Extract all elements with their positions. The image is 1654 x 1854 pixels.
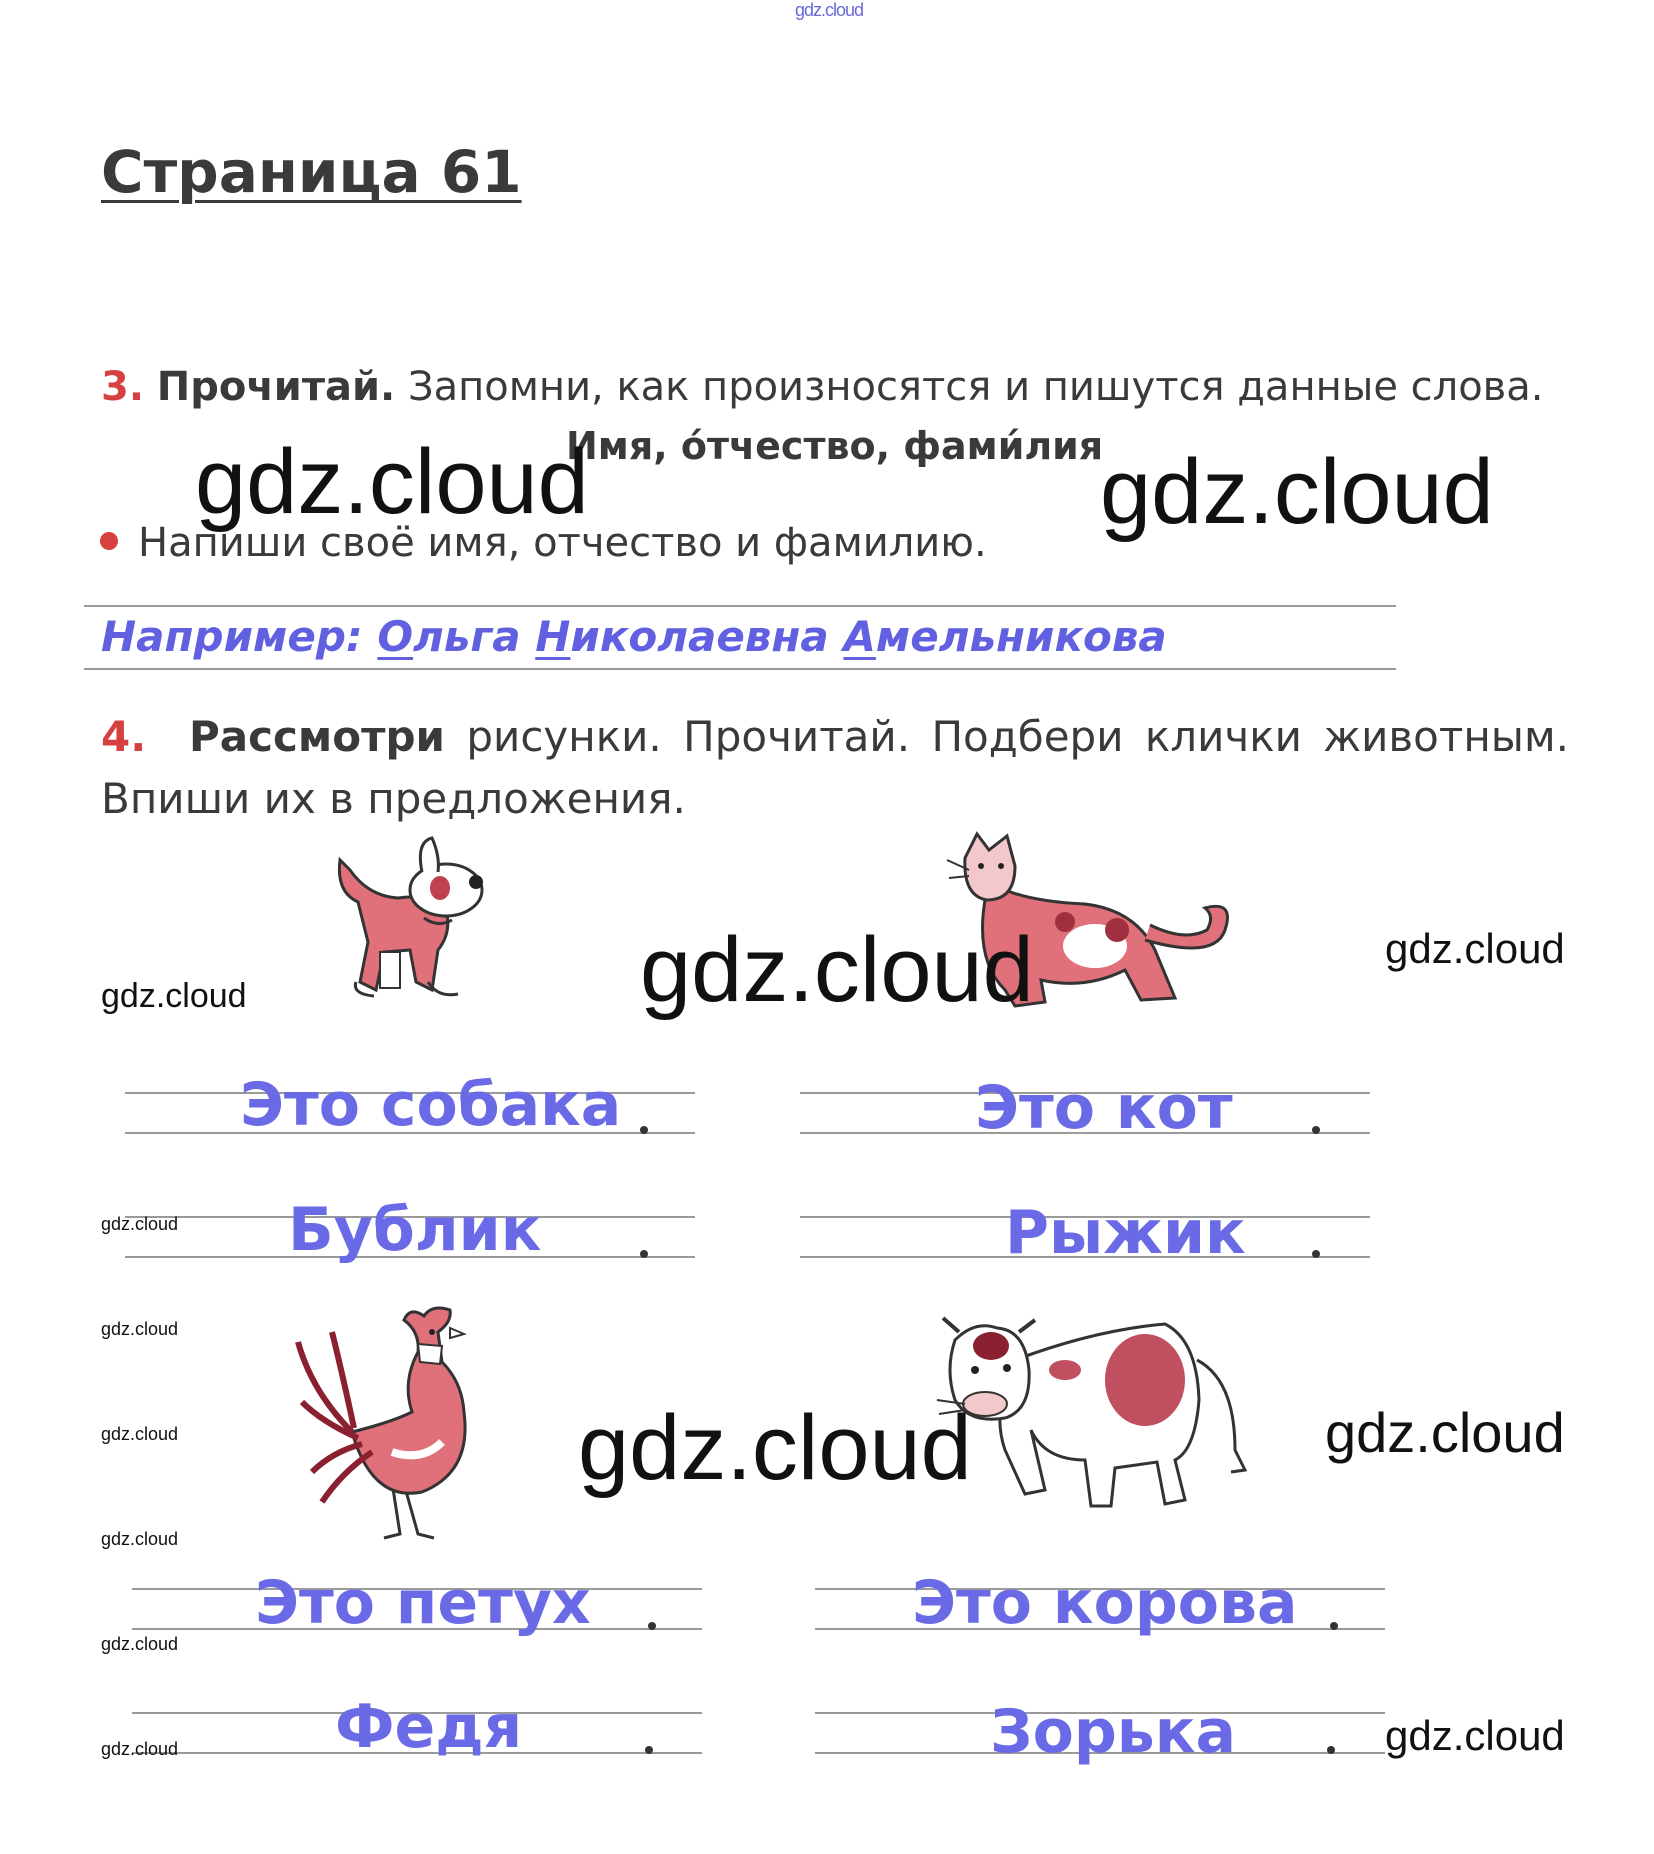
dog-illustration bbox=[328, 832, 508, 1007]
task3-lead: Прочитай. bbox=[156, 364, 396, 410]
task3-heading bbox=[101, 364, 1543, 410]
cow-name-answer: Зорька bbox=[990, 1697, 1236, 1767]
period-mark bbox=[1312, 1250, 1320, 1258]
task4-number: 4. bbox=[101, 712, 147, 761]
watermark: gdz.cloud bbox=[1100, 441, 1494, 543]
period-mark bbox=[648, 1622, 656, 1630]
watermark: gdz.cloud bbox=[101, 977, 247, 1015]
cow-sentence: Это корова bbox=[912, 1568, 1298, 1638]
task3-number: 3. bbox=[101, 364, 145, 410]
watermark: gdz.cloud bbox=[101, 1424, 179, 1444]
task3-text: Запомни, как произносятся и пишутся данные слова. bbox=[407, 364, 1544, 410]
example-label: Например: bbox=[101, 612, 363, 661]
page-title: Страница 61 bbox=[101, 138, 522, 206]
cat-name-answer: Рыжик bbox=[1005, 1198, 1246, 1268]
watermark: gdz.cloud bbox=[578, 1397, 972, 1499]
watermark: gdz.cloud bbox=[1385, 925, 1565, 972]
top-watermark: gdz.cloud bbox=[795, 0, 864, 20]
cow-illustration bbox=[935, 1300, 1255, 1515]
example-first-rest: льга bbox=[413, 612, 521, 661]
task3-words: Имя, о́тчество, фами́лия bbox=[566, 424, 1104, 468]
example-last-cap: А bbox=[843, 612, 876, 661]
divider-line bbox=[84, 668, 1396, 670]
dog-name-answer: Бублик bbox=[288, 1195, 542, 1265]
period-mark bbox=[1312, 1126, 1320, 1134]
period-mark bbox=[645, 1746, 653, 1754]
task3-example bbox=[101, 612, 1167, 661]
example-middle-rest: иколаевна bbox=[570, 612, 829, 661]
watermark: gdz.cloud bbox=[101, 1529, 179, 1549]
task3-bullet-text: Напиши своё имя, отчество и фамилию. bbox=[138, 520, 987, 566]
cat-sentence: Это кот bbox=[975, 1073, 1233, 1143]
divider-line bbox=[84, 605, 1396, 607]
watermark: gdz.cloud bbox=[640, 919, 1034, 1021]
watermark: gdz.cloud bbox=[101, 1739, 179, 1759]
period-mark bbox=[1330, 1622, 1338, 1630]
watermark: gdz.cloud bbox=[1385, 1712, 1565, 1759]
watermark: gdz.cloud bbox=[1325, 1401, 1565, 1464]
bullet-icon bbox=[100, 532, 118, 550]
example-last-rest: мельникова bbox=[875, 612, 1167, 661]
period-mark bbox=[640, 1126, 648, 1134]
rooster-name-answer: Федя bbox=[335, 1692, 523, 1762]
rooster-illustration bbox=[292, 1302, 512, 1542]
rooster-sentence: Это петух bbox=[255, 1568, 591, 1638]
watermark: gdz.cloud bbox=[101, 1319, 179, 1339]
task4-heading bbox=[101, 706, 1569, 830]
watermark: gdz.cloud bbox=[101, 1214, 179, 1234]
task4-text: рисунки. Прочитай. Подбери клички животным. Впиши их в предложения. bbox=[101, 712, 1570, 823]
example-first-cap: О bbox=[377, 612, 414, 661]
period-mark bbox=[1327, 1746, 1335, 1754]
watermark: gdz.cloud bbox=[195, 431, 589, 533]
task4-lead: Рассмотри bbox=[189, 712, 445, 761]
period-mark bbox=[640, 1250, 648, 1258]
example-middle-cap: Н bbox=[535, 612, 571, 661]
dog-sentence: Это собака bbox=[240, 1070, 622, 1140]
watermark: gdz.cloud bbox=[101, 1634, 179, 1654]
